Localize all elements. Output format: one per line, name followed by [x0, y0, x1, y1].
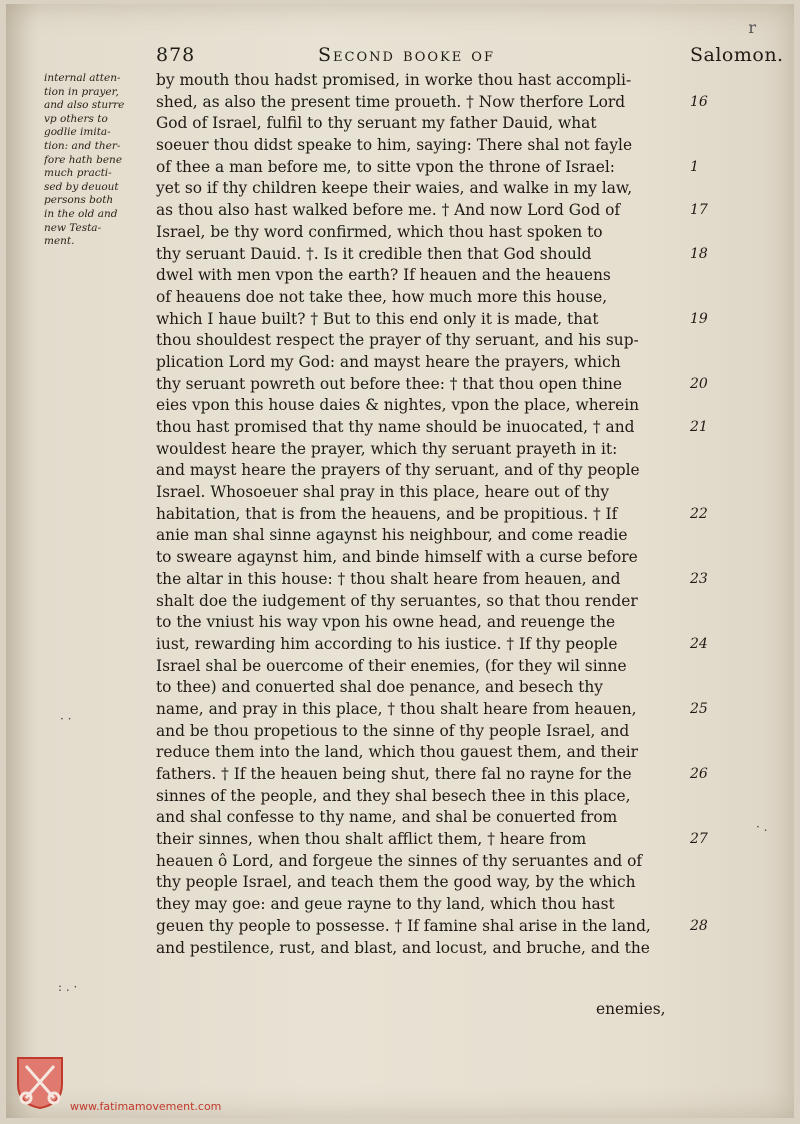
verse-number	[690, 287, 730, 309]
verse-number: 22	[690, 505, 708, 522]
verse-number: 28	[690, 917, 708, 934]
verse-number	[690, 395, 730, 417]
verse-number: 19	[690, 310, 708, 327]
text-line: reduce them into the land, which thou gauest them, and their	[156, 743, 638, 762]
verse-number	[690, 135, 730, 157]
text-line: Israel. Whosoeuer shal pray in this place, heare out of thy	[156, 483, 610, 502]
text-line: thou hast promised that thy name should be inuocated, † and	[156, 418, 635, 436]
verse-number	[690, 547, 730, 569]
body-text	[156, 70, 686, 959]
text-line: thou shouldest respect the prayer of thy seruant, and his sup-	[156, 331, 639, 350]
margin-note-line: ment.	[44, 235, 75, 248]
text-line: iust, rewarding him according to his iustice. † If thy people	[156, 634, 618, 653]
text-line: fathers. † If the heauen being shut, there fal no rayne for the	[156, 765, 632, 783]
text-line: Israel shal be ouercome of their enemies, (for they wil sinne	[156, 656, 627, 675]
verse-number	[690, 525, 730, 547]
ink-speck: · ·	[60, 712, 72, 726]
text-line: and pestilence, rust, and blast, and locust, and bruche, and the	[156, 938, 650, 957]
verse-number: 27	[690, 831, 708, 848]
margin-note-line: internal atten-	[44, 72, 121, 84]
text-line: of thee a man before me, to sitte vpon the throne of Israel:	[156, 157, 615, 176]
margin-note-line: much practi-	[44, 167, 112, 180]
text-line: heauen ô Lord, and forgeue the sinnes of thy seruantes and of	[156, 851, 643, 870]
margin-note-line: fore hath bene	[44, 153, 123, 166]
text-line: sinnes of the people, and they shal besech thee in this place,	[156, 786, 631, 805]
text-line: wouldest heare the prayer, which thy seruant prayeth in it:	[156, 439, 618, 458]
verse-number: 24	[690, 635, 708, 652]
text-line: by mouth thou hadst promised, in worke thou hast accompli-	[156, 71, 632, 89]
text-line: the altar in this house: † thou shalt heare from heauen, and	[156, 569, 621, 588]
margin-note-line: vp others to	[44, 112, 108, 125]
verse-number: 16	[690, 93, 708, 110]
text-line: habitation, that is from the heauens, and be propitious. † If	[156, 504, 618, 523]
text-line: and shal confesse to thy name, and shal be conuerted from	[156, 808, 618, 827]
page-number: 878	[156, 44, 196, 66]
verse-number	[690, 656, 730, 678]
margin-note-line: tion: and ther-	[44, 139, 121, 152]
verse-number	[690, 265, 730, 287]
catchword: enemies,	[596, 1000, 666, 1018]
text-line: thy seruant powreth out before thee: † that thou open thine	[156, 374, 622, 393]
running-title: Second booke of	[318, 44, 495, 66]
text-line: to the vniust his way vpon his owne head, and reuenge the	[156, 613, 616, 632]
verse-number	[690, 70, 730, 92]
ink-speck: : . ·	[58, 980, 78, 994]
text-line: and mayst heare the prayers of thy seruant, and of thy people	[156, 461, 640, 480]
page-header	[0, 40, 800, 70]
margin-note-line: and also sturre	[44, 99, 125, 112]
verse-number: 1	[690, 158, 699, 175]
margin-note-line: in the old and	[44, 207, 118, 220]
ink-speck: · .	[756, 820, 768, 834]
papal-keys-emblem-icon	[14, 1054, 66, 1110]
verse-number: 18	[690, 245, 708, 262]
margin-note-line: godlie imita-	[44, 126, 111, 139]
text-line: yet so if thy children keepe their waies, and walke in my law,	[156, 179, 633, 198]
watermark-url[interactable]: www.fatimamovement.com	[70, 1100, 222, 1113]
verse-number: 17	[690, 202, 708, 219]
text-line: geuen thy people to possesse. † If famine shal arise in the land,	[156, 916, 651, 935]
running-title-right: Salomon.	[690, 44, 784, 66]
corner-mark: r	[748, 18, 756, 37]
text-line: they may goe: and geue rayne to thy land, which thou hast	[156, 895, 615, 914]
text-line: dwel with men vpon the earth? If heauen and the heauens	[156, 266, 611, 285]
verse-number	[690, 807, 730, 829]
margin-note-line: new Testa-	[44, 221, 102, 234]
verse-number: 26	[690, 766, 708, 782]
verse-number	[690, 938, 730, 960]
text-line: thy seruant Dauid. †. Is it credible then that God should	[156, 244, 592, 263]
text-line: of heauens doe not take thee, how much more this house,	[156, 287, 608, 306]
verse-number	[690, 178, 730, 200]
text-line: and be thou propetious to the sinne of thy people Israel, and	[156, 721, 630, 740]
text-line: soeuer thou didst speake to him, saying: There shal not fayle	[156, 136, 633, 155]
verse-number: 20	[690, 375, 708, 392]
verse-numbers	[690, 70, 730, 959]
text-line: to thee) and conuerted shal doe penance, and besech thy	[156, 678, 604, 697]
margin-note-line: tion in prayer,	[44, 85, 119, 98]
text-line: plication Lord my God: and mayst heare the prayers, which	[156, 352, 621, 371]
verse-number: 25	[690, 700, 708, 717]
verse-number	[690, 721, 730, 743]
verse-number	[690, 742, 730, 764]
text-line: which I haue built? † But to this end only it is made, that	[156, 309, 599, 328]
verse-number	[690, 352, 730, 374]
verse-number: 21	[690, 419, 708, 435]
verse-number	[690, 591, 730, 613]
verse-number	[690, 482, 730, 504]
verse-number	[690, 460, 730, 482]
verse-number	[690, 894, 730, 916]
margin-note-line: persons both	[44, 194, 114, 207]
verse-number	[690, 113, 730, 135]
text-line: God of Israel, fulfil to thy seruant my father Dauid, what	[156, 114, 597, 133]
verse-number: 23	[690, 570, 708, 587]
text-line: shed, as also the present time proueth. † Now therfore Lord	[156, 92, 626, 111]
verse-number	[690, 439, 730, 461]
text-line: name, and pray in this place, † thou shalt heare from heauen,	[156, 699, 637, 718]
verse-number	[690, 872, 730, 894]
text-line: thy people Israel, and teach them the good way, by the which	[156, 873, 636, 892]
verse-number	[690, 330, 730, 352]
text-line: Israel, be thy word confirmed, which thou hast spoken to	[156, 222, 603, 241]
margin-note	[44, 72, 154, 249]
verse-number	[690, 612, 730, 634]
text-line: their sinnes, when thou shalt afflict them, † heare from	[156, 830, 587, 849]
text-line: as thou also hast walked before me. † And now Lord God of	[156, 201, 621, 220]
text-line: to sweare agaynst him, and binde himself with a curse before	[156, 548, 638, 567]
verse-number	[690, 222, 730, 244]
verse-number	[690, 851, 730, 873]
text-line: shalt doe the iudgement of thy seruantes, so that thou render	[156, 591, 638, 610]
text-line: eies vpon this house daies & nightes, vpon the place, wherein	[156, 396, 640, 415]
text-line: anie man shal sinne agaynst his neighbour, and come readie	[156, 526, 628, 545]
verse-number	[690, 786, 730, 808]
verse-number	[690, 677, 730, 699]
margin-note-line: sed by deuout	[44, 180, 119, 193]
